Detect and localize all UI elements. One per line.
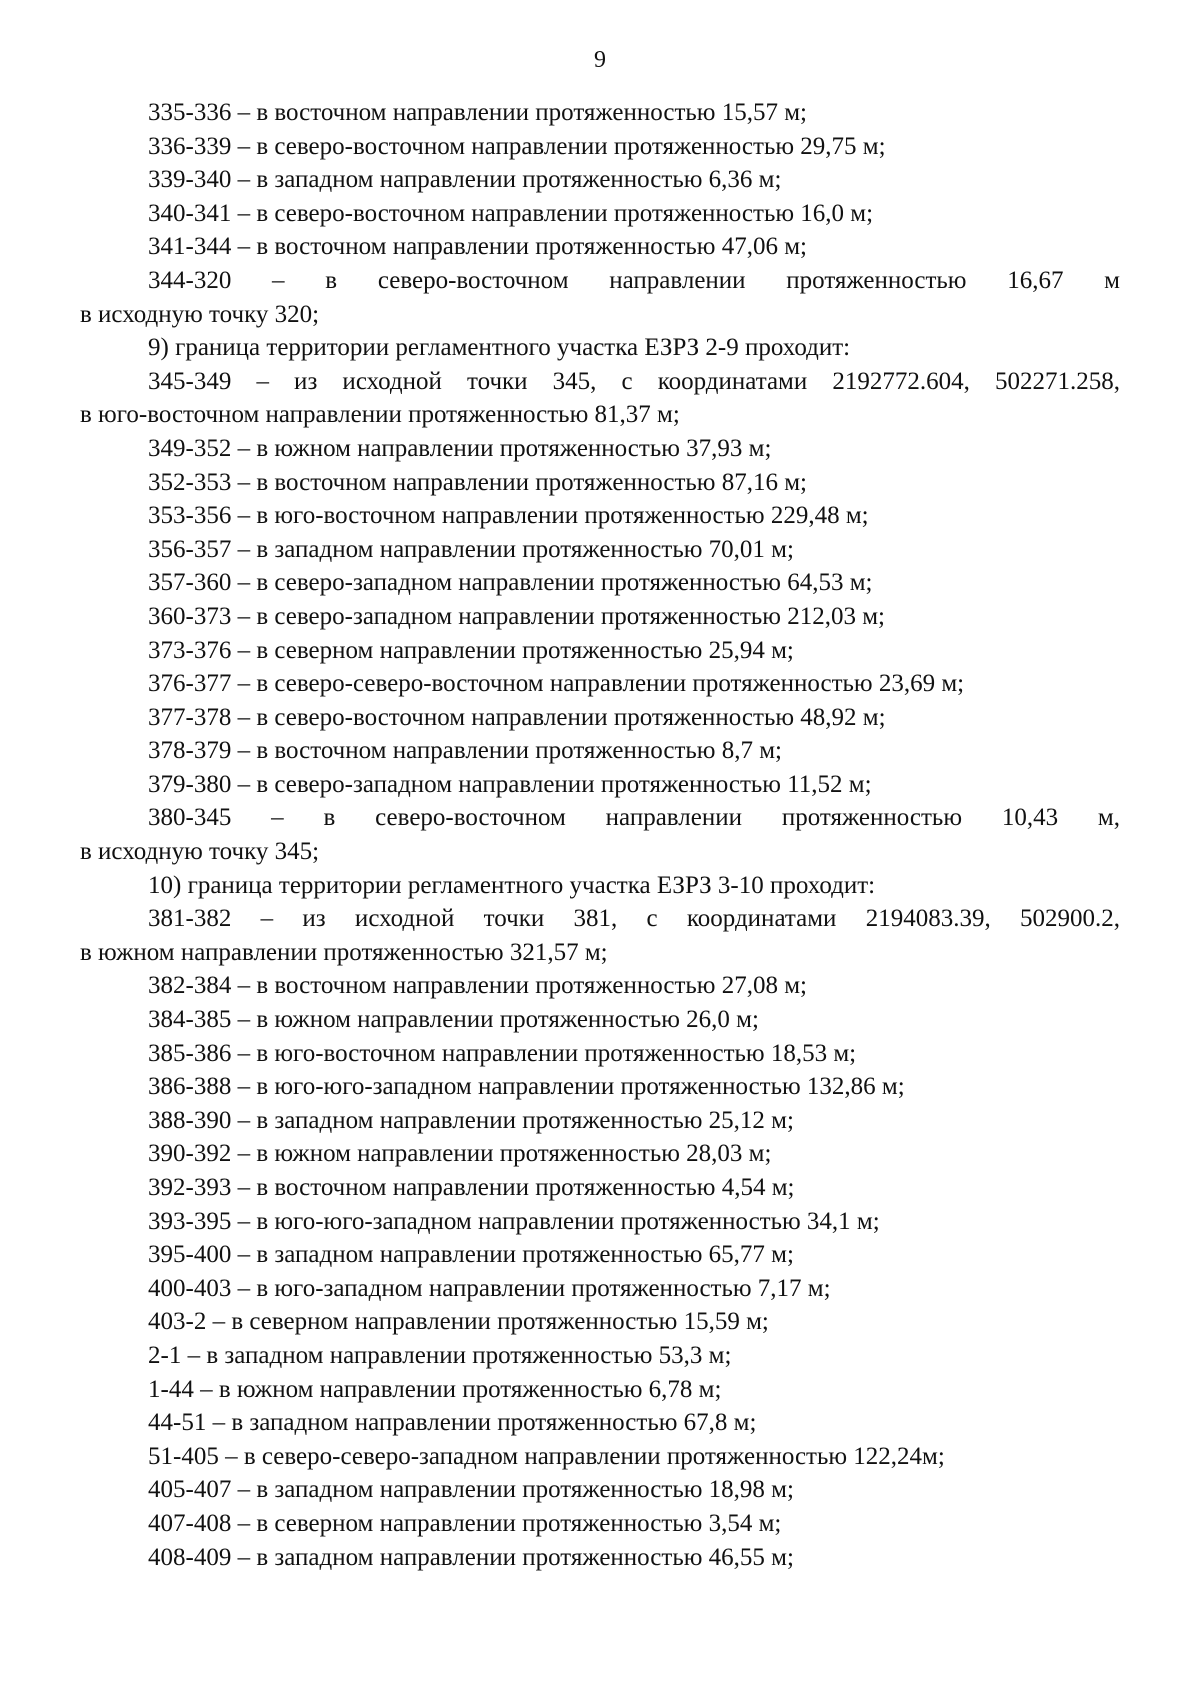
text-line: 1-44 – в южном направлении протяженностью 6,78 м; bbox=[148, 1375, 722, 1403]
text-line: 388-390 – в западном направлении протяженностью 25,12 м; bbox=[148, 1106, 794, 1134]
text-line: 9) граница территории регламентного участка ЕЗРЗ 2-9 проходит: bbox=[148, 334, 851, 362]
text-line: в юго-восточном направлении протяженностью 81,37 м; bbox=[80, 401, 680, 429]
text-line: 385-386 – в юго-восточном направлении протяженностью 18,53 м; bbox=[148, 1039, 857, 1067]
text-line: 339-340 – в западном направлении протяженностью 6,36 м; bbox=[148, 166, 782, 194]
text-line: 380-345 – в северо-восточном направлении протяженностью 10,43 м, bbox=[148, 804, 1120, 832]
text-line: в исходную точку 320; bbox=[80, 300, 320, 328]
text-line: 335-336 – в восточном направлении протяженностью 15,57 м; bbox=[148, 99, 807, 126]
text-line: 393-395 – в юго-юго-западном направлении протяженностью 34,1 м; bbox=[148, 1207, 880, 1235]
text-line: 341-344 – в восточном направлении протяженностью 47,06 м; bbox=[148, 233, 807, 261]
text-line: 336-339 – в северо-восточном направлении протяженностью 29,75 м; bbox=[148, 132, 886, 160]
text-line: 378-379 – в восточном направлении протяженностью 8,7 м; bbox=[148, 737, 782, 765]
text-line: 349-352 – в южном направлении протяженностью 37,93 м; bbox=[148, 434, 772, 462]
text-line: 373-376 – в северном направлении протяженностью 25,94 м; bbox=[148, 636, 794, 664]
text-line: в исходную точку 345; bbox=[80, 838, 320, 866]
text-line: 386-388 – в юго-юго-западном направлении протяженностью 132,86 м; bbox=[148, 1073, 905, 1101]
text-line: 382-384 – в восточном направлении протяженностью 27,08 м; bbox=[148, 972, 807, 1000]
text-line: 384-385 – в южном направлении протяженностью 26,0 м; bbox=[148, 1006, 759, 1034]
text-line: 356-357 – в западном направлении протяженностью 70,01 м; bbox=[148, 535, 794, 563]
document-body bbox=[80, 96, 1120, 1574]
text-line: 345-349 – из исходной точки 345, с координатами 2192772.604, 502271.258, bbox=[148, 367, 1120, 395]
text-line: 381-382 – из исходной точки 381, с координатами 2194083.39, 502900.2, bbox=[148, 905, 1120, 933]
text-line: в южном направлении протяженностью 321,57 м; bbox=[80, 938, 608, 966]
text-line: 408-409 – в западном направлении протяженностью 46,55 м; bbox=[148, 1543, 794, 1571]
text-line: 403-2 – в северном направлении протяженностью 15,59 м; bbox=[148, 1308, 769, 1336]
text-line: 395-400 – в западном направлении протяженностью 65,77 м; bbox=[148, 1241, 794, 1269]
text-line: 360-373 – в северо-западном направлении протяженностью 212,03 м; bbox=[148, 602, 885, 630]
text-line: 10) граница территории регламентного участка ЕЗРЗ 3-10 проходит: bbox=[148, 871, 876, 899]
text-line: 400-403 – в юго-западном направлении протяженностью 7,17 м; bbox=[148, 1274, 831, 1302]
page-number: 9 bbox=[594, 47, 606, 73]
text-line: 392-393 – в восточном направлении протяженностью 4,54 м; bbox=[148, 1174, 795, 1201]
text-line: 352-353 – в восточном направлении протяженностью 87,16 м; bbox=[148, 468, 807, 496]
text-line: 344-320 – в северо-восточном направлении протяженностью 16,67 м bbox=[148, 266, 1120, 294]
text-line: 353-356 – в юго-восточном направлении протяженностью 229,48 м; bbox=[148, 502, 869, 530]
text-line: 44-51 – в западном направлении протяженностью 67,8 м; bbox=[148, 1409, 757, 1437]
text-line: 340-341 – в северо-восточном направлении протяженностью 16,0 м; bbox=[148, 199, 874, 227]
text-line: 51-405 – в северо-северо-западном направлении протяженностью 122,24м; bbox=[148, 1442, 945, 1470]
text-line: 407-408 – в северном направлении протяженностью 3,54 м; bbox=[148, 1509, 782, 1537]
text-line: 405-407 – в западном направлении протяженностью 18,98 м; bbox=[148, 1476, 794, 1504]
text-line: 379-380 – в северо-западном направлении протяженностью 11,52 м; bbox=[148, 770, 872, 798]
text-line: 357-360 – в северо-западном направлении протяженностью 64,53 м; bbox=[148, 569, 873, 597]
text-line: 390-392 – в южном направлении протяженностью 28,03 м; bbox=[148, 1140, 772, 1168]
text-line: 2-1 – в западном направлении протяженностью 53,3 м; bbox=[148, 1341, 732, 1369]
text-line: 377-378 – в северо-восточном направлении протяженностью 48,92 м; bbox=[148, 703, 886, 731]
text-line: 376-377 – в северо-северо-восточном направлении протяженностью 23,69 м; bbox=[148, 670, 965, 698]
